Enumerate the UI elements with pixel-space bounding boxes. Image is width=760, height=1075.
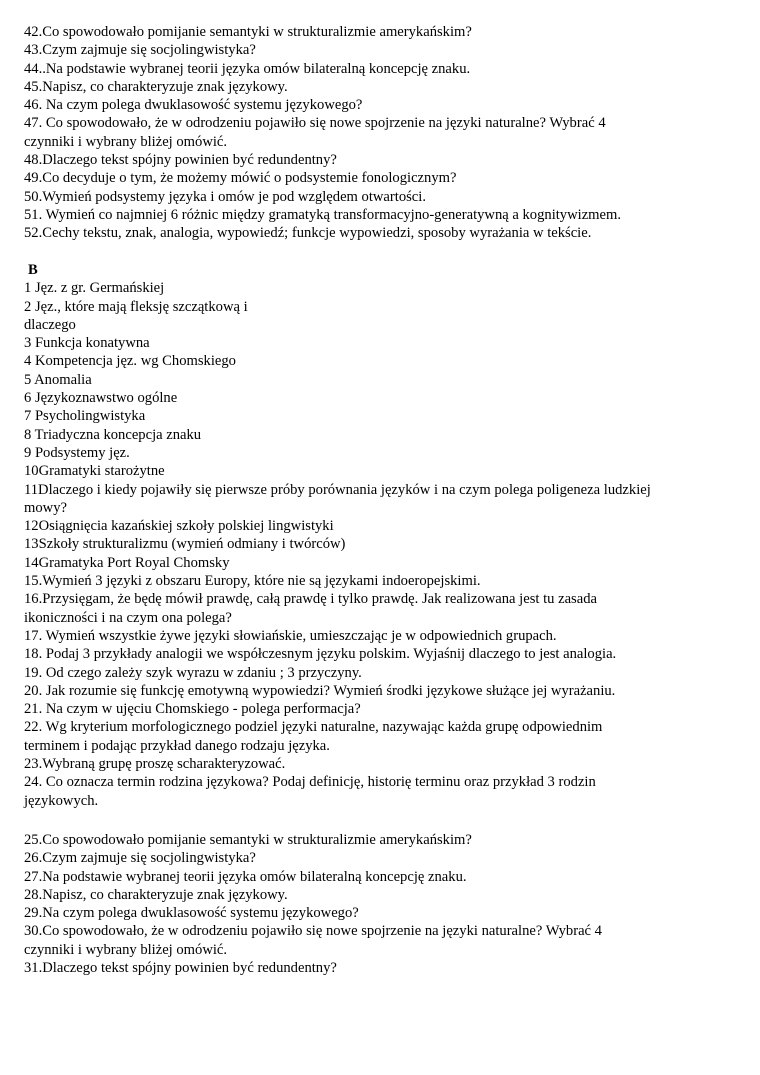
question-line: 2 Jęz., które mają fleksję szczątkową i: [24, 298, 248, 315]
question-line: 18. Podaj 3 przykłady analogii we współczesnym języku polskim. Wyjaśnij dlaczego to jest analogia.: [24, 646, 617, 663]
question-line: 15.Wymień 3 języki z obszaru Europy, które nie są językami indoeropejskimi.: [24, 573, 481, 590]
question-line: 25.Co spowodowało pomijanie semantyki w strukturalizmie amerykańskim?: [24, 832, 472, 848]
section-b: [24, 261, 724, 810]
question-line: terminem i podając przykład danego rodzaju języka.: [24, 737, 330, 754]
question-line: czynniki i wybrany bliżej omówić.: [24, 133, 228, 150]
question-line: 4 Kompetencja jęz. wg Chomskiego: [24, 353, 236, 370]
question-line: 47. Co spowodowało, że w odrodzeniu pojawiło się nowe spojrzenie na języki naturalne? Wybrać 4: [24, 115, 606, 132]
question-line: 17. Wymień wszystkie żywe języki słowiańskie, umieszczając je w odpowiednich grupach.: [24, 627, 557, 644]
question-list-b: [24, 279, 724, 810]
question-line: 50.Wymień podsystemy języka i omów je pod względem otwartości.: [24, 188, 426, 205]
question-line: 20. Jak rozumie się funkcję emotywną wypowiedzi? Wymień środki językowe służące jej wyrażaniu.: [24, 682, 616, 699]
question-line: 26.Czym zajmuje się socjolingwistyka?: [24, 850, 256, 867]
question-line: 16.Przysięgam, że będę mówił prawdę, całą prawdę i tylko prawdę. Jak realizowana jest tu zasada: [24, 591, 597, 608]
question-line: 13Szkoły strukturalizmu (wymień odmiany i twórców): [24, 536, 346, 553]
question-line: językowych.: [24, 792, 99, 809]
question-line: 10Gramatyki starożytne: [24, 463, 165, 480]
question-line: 8 Triadyczna koncepcja znaku: [24, 426, 202, 443]
question-line: 24. Co oznacza termin rodzina językowa? Podaj definicję, historię terminu oraz przykład 3 rodzin: [24, 774, 596, 791]
section-b-heading: B: [28, 262, 38, 278]
question-line: 48.Dlaczego tekst spójny powinien być redundentny?: [24, 152, 337, 169]
question-line: 44..Na podstawie wybranej teorii języka omów bilateralną koncepcję znaku.: [24, 60, 471, 77]
question-line: 1 Jęz. z gr. Germańskiej: [24, 280, 165, 297]
question-line: dlaczego: [24, 316, 76, 333]
question-line: 6 Językoznawstwo ogólne: [24, 390, 178, 407]
question-line: 28.Napisz, co charakteryzuje znak językowy.: [24, 886, 288, 903]
question-line: 52.Cechy tekstu, znak, analogia, wypowiedź; funkcje wypowiedzi, sposoby wyrażania w tekście.: [24, 225, 592, 242]
question-line: czynniki i wybrany bliżej omówić.: [24, 941, 228, 958]
question-line: 21. Na czym w ujęciu Chomskiego - polega performacja?: [24, 701, 361, 718]
question-line: 14Gramatyka Port Royal Chomsky: [24, 554, 230, 571]
question-line: 9 Podsystemy jęz.: [24, 444, 130, 461]
question-line: 7 Psycholingwistyka: [24, 408, 146, 425]
question-line: 3 Funkcja konatywna: [24, 335, 150, 352]
question-line: 29.Na czym polega dwuklasowość systemu językowego?: [24, 905, 359, 922]
question-line: 11Dlaczego i kiedy pojawiły się pierwsze próby porównania języków i na czym polega poligeneza ludzkiej: [24, 481, 651, 498]
question-line: 5 Anomalia: [24, 371, 92, 388]
question-line: 45.Napisz, co charakteryzuje znak językowy.: [24, 78, 288, 95]
question-line: 27.Na podstawie wybranej teorii języka omów bilateralną koncepcję znaku.: [24, 868, 467, 885]
question-list-c: [24, 831, 724, 977]
question-list-a: [24, 23, 724, 243]
question-line: 31.Dlaczego tekst spójny powinien być redundentny?: [24, 960, 337, 977]
question-line: ikoniczności i na czym ona polega?: [24, 609, 232, 626]
question-line: 51. Wymień co najmniej 6 różnic między gramatyką transformacyjno-generatywną a kognitywizmem.: [24, 206, 621, 223]
question-line: 49.Co decyduje o tym, że możemy mówić o podsystemie fonologicznym?: [24, 170, 457, 187]
question-line: 23.Wybraną grupę proszę scharakteryzować.: [24, 756, 286, 773]
question-line: 22. Wg kryterium morfologicznego podziel języki naturalne, nazywając każda grupę odpowiednim: [24, 719, 603, 736]
question-line: 43.Czym zajmuje się socjolingwistyka?: [24, 42, 256, 59]
question-line: 42.Co spowodowało pomijanie semantyki w strukturalizmie amerykańskim?: [24, 24, 472, 40]
question-line: 19. Od czego zależy szyk wyrazu w zdaniu ; 3 przyczyny.: [24, 664, 362, 681]
question-line: 30.Co spowodowało, że w odrodzeniu pojawiło się nowe spojrzenie na języki naturalne? Wybrać 4: [24, 923, 602, 940]
question-line: 46. Na czym polega dwuklasowość systemu językowego?: [24, 97, 363, 114]
question-line: mowy?: [24, 499, 67, 516]
question-line: 12Osiągnięcia kazańskiej szkoły polskiej lingwistyki: [24, 518, 334, 535]
